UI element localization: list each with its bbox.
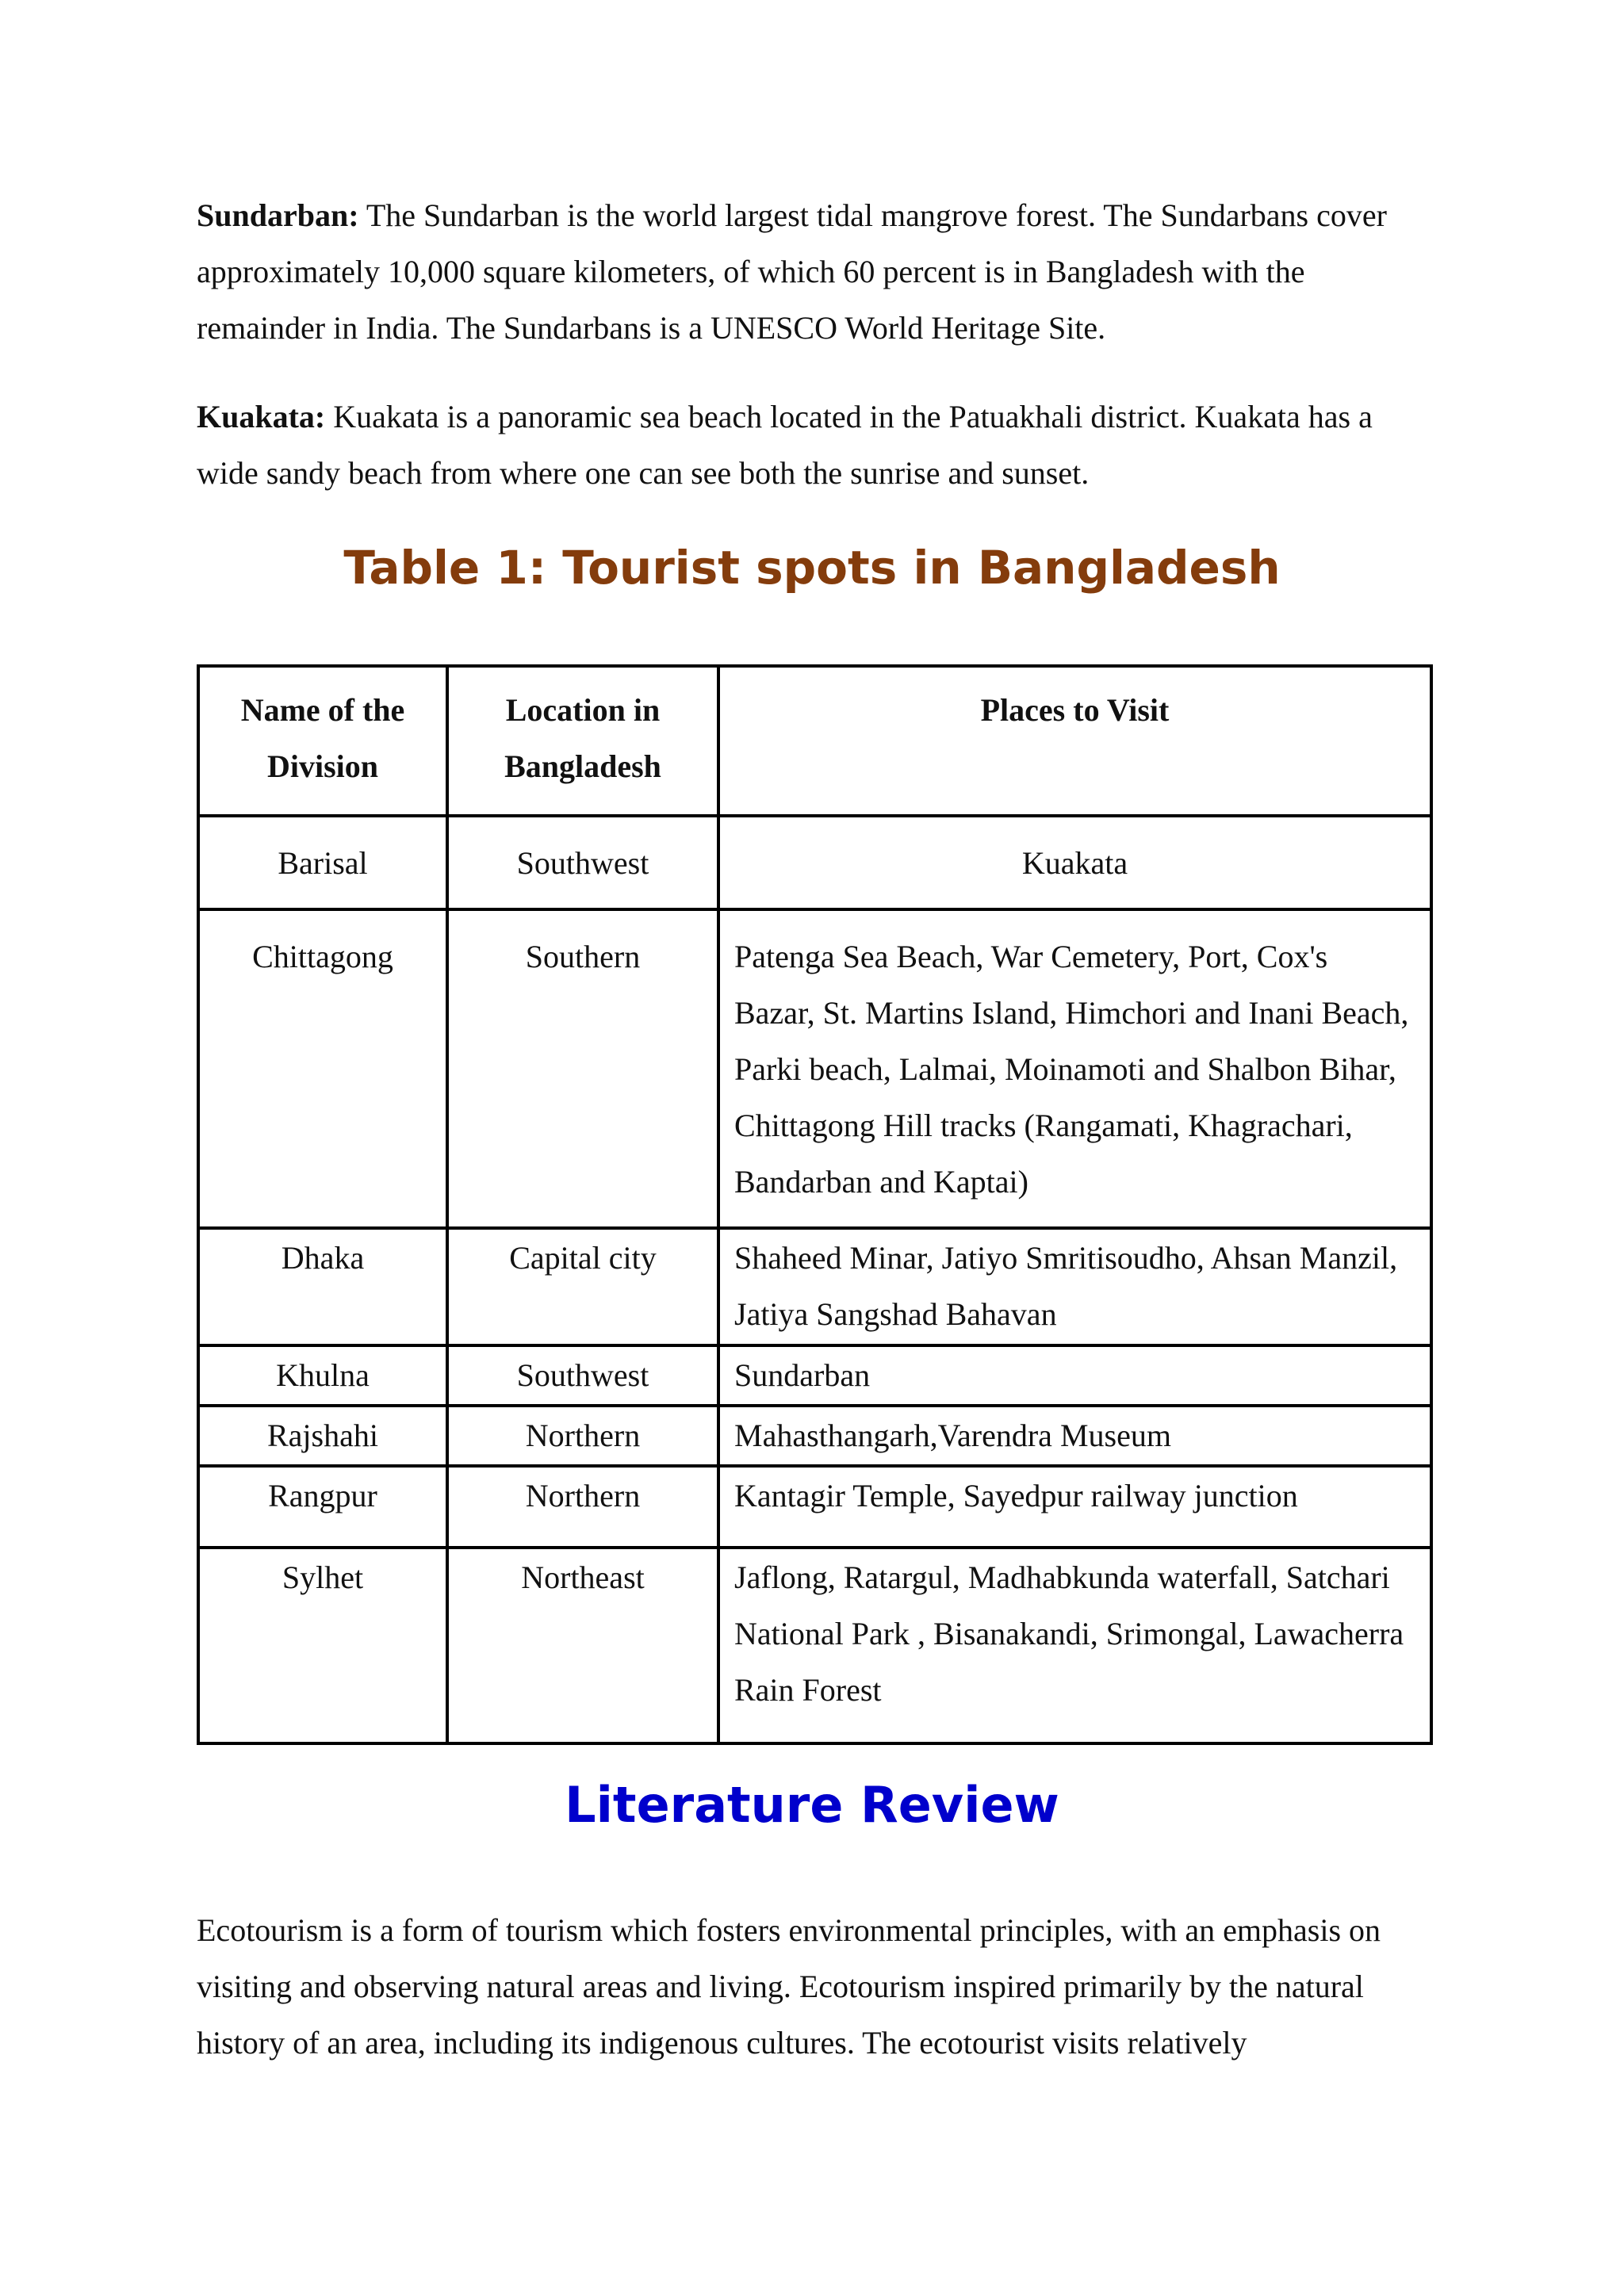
literature-paragraph: Ecotourism is a form of tourism which fosters environmental principles, with an emphasis on visiting and observing natural areas and living. Ecotourism inspired primarily by the natural history of an area, including its indigenous cultures. The ecotourist visits relatively	[197, 1912, 1381, 2061]
location-cell: Southern	[447, 909, 718, 1228]
literature-review-heading: Literature Review	[565, 1776, 1059, 1834]
spacer	[197, 1839, 1427, 1902]
table-row	[198, 1345, 1431, 1406]
places-cell: Shaheed Minar, Jatiyo Smritisoudho, Ahsan Manzil, Jatiya Sangshad Bahavan	[718, 1228, 1431, 1345]
division-cell: Sylhet	[198, 1548, 447, 1743]
places-cell: Kantagir Temple, Sayedpur railway junction	[718, 1466, 1431, 1548]
division-cell: Dhaka	[198, 1228, 447, 1345]
table-row	[198, 1406, 1431, 1466]
places-cell: Patenga Sea Beach, War Cemetery, Port, Cox's Bazar, St. Martins Island, Himchori and Inani Beach, Parki beach, Lalmai, Moinamoti and Shalbon Bihar, Chittagong Hill tracks (Rangamati, Khagrachari, Bandarban and Kaptai)	[718, 909, 1431, 1228]
sundarban-term: Sundarban:	[197, 197, 359, 233]
table-title: Table 1: Tourist spots in Bangladesh	[343, 541, 1281, 595]
kuakata-term: Kuakata:	[197, 399, 326, 434]
document-page	[197, 187, 1427, 2071]
division-cell: Khulna	[198, 1345, 447, 1406]
places-cell: Kuakata	[718, 816, 1431, 909]
table-header-row	[198, 666, 1431, 816]
division-cell: Rajshahi	[198, 1406, 447, 1466]
location-cell: Northern	[447, 1406, 718, 1466]
sundarban-text: The Sundarban is the world largest tidal mangrove forest. The Sundarbans cover approximately 10,000 square kilometers, of which 60 percent is in Bangladesh with the remainder in India. The Sundarbans is a UNESCO World Heritage Site.	[197, 197, 1387, 346]
tourist-spots-table	[197, 664, 1433, 1745]
places-cell: Sundarban	[718, 1345, 1431, 1406]
header-division: Name of the Division	[198, 666, 447, 816]
location-cell: Northern	[447, 1466, 718, 1548]
spacer	[197, 1745, 1427, 1772]
table-row	[198, 1548, 1431, 1743]
header-places: Places to Visit	[718, 666, 1431, 816]
places-cell: Mahasthangarh,Varendra Museum	[718, 1406, 1431, 1466]
table-row	[198, 816, 1431, 909]
location-cell: Southwest	[447, 1345, 718, 1406]
kuakata-text: Kuakata is a panoramic sea beach located in the Patuakhali district. Kuakata has a wide sandy beach from where one can see both the sunrise and sunset.	[197, 399, 1373, 491]
table-row	[198, 1466, 1431, 1548]
header-location: Location in Bangladesh	[447, 666, 718, 816]
location-cell: Capital city	[447, 1228, 718, 1345]
division-cell: Chittagong	[198, 909, 447, 1228]
table-row	[198, 1228, 1431, 1345]
division-cell: Barisal	[198, 816, 447, 909]
sundarban-paragraph	[197, 187, 1427, 356]
kuakata-paragraph	[197, 388, 1427, 501]
division-cell: Rangpur	[198, 1466, 447, 1548]
places-cell: Jaflong, Ratargul, Madhabkunda waterfall, Satchari National Park , Bisanakandi, Srimongal, Lawacherra Rain Forest	[718, 1548, 1431, 1743]
location-cell: Southwest	[447, 816, 718, 909]
location-cell: Northeast	[447, 1548, 718, 1743]
table-row	[198, 909, 1431, 1228]
spacer	[197, 599, 1427, 664]
